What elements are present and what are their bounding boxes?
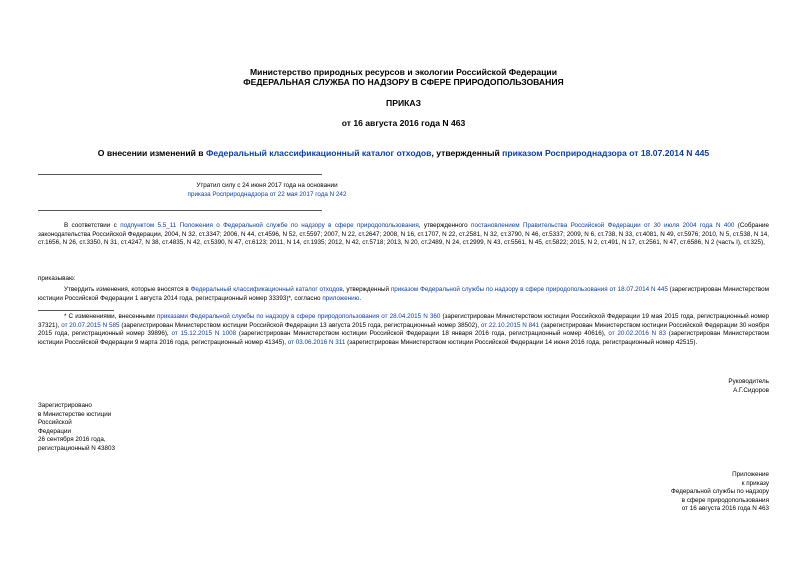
preamble-link-decree[interactable]: постановлением Правительства Российской Федерации от 30 июля 2004 года N 400 (471, 222, 735, 229)
appendix-line-5: от 16 августа 2016 года N 463 (681, 505, 769, 513)
doc-type: ПРИКАЗ (386, 98, 421, 108)
preamble-text-2: , утвержденного (418, 222, 472, 229)
footnote-text-6: (зарегистрирован Министерством юстиции Российской Федерации 9 марта 2016 года, регистрационный номер 41345), (38, 330, 769, 346)
appendix-line-1: Приложение (732, 471, 769, 478)
appendix-line-2: к приказу (741, 479, 769, 487)
footnote-text-3: (зарегистрирован Министерством юстиции Российской Федерации 13 августа 2015 года, регистрационный номер 38502), (119, 321, 481, 329)
title-text-1: О внесении изменений в (97, 148, 206, 158)
preamble-paragraph (38, 222, 769, 248)
preamble-text-3: (Собрание законодательства Российской Федерации, 2004, N 32, ст.3347; 2006, N 44, ст.4596, N 52, ст.5597; 2007, N 22, ст.2647; 2008, N 16, ст.1707, N 22, ст.2581, N 32, ст.3790, N 46, ст.5337; 2009, N 6, ст.738, N 33, ст.4081, N 49, ст.5976; 2010, N 5, ст.538, N 14, ст.1656, N 26, ст.3350, N 31, ст.4247, N 38, ст.4835, N 42, ст.5390, N 47, ст.6123; 2011, N 14, ст.1935; 2012, N 42, ст.5718; 2013, N 20, ст.2489, N 24, ст.2999, N 43, ст.5561, N 45, ст.5822; 2015, N 2, ст.491, N 17, ст.2561, N 47, ст.6586, N 2 (часть I), ст.325), (38, 222, 769, 247)
approve-link-catalog[interactable]: Федеральный классификационный каталог отходов (190, 286, 343, 293)
footnote-paragraph (38, 313, 769, 347)
approve-link-order[interactable]: приказом Федеральной службы по надзору в сфере природопользования от 18.07.2014 N 445 (390, 286, 668, 293)
footnote-text-7: (зарегистрирован Министерством юстиции Российской Федерации 14 июня 2016 года, регистрационный номер 42515). (345, 338, 698, 346)
footnote-text-4: (зарегистрирован Министерством юстиции Российской Федерации 30 ноября 2015 года, регистрационный номер 39896), (38, 321, 770, 338)
approve-text-4: . (359, 294, 362, 302)
footnote-text-5: (зарегистрирован Министерством юстиции Российской Федерации 18 января 2016 года, регистрационный номер 40616), (236, 330, 609, 338)
service-name: ФЕДЕРАЛЬНАЯ СЛУЖБА ПО НАДЗОРУ В СФЕРЕ ПРИРОДОПОЛЬЗОВАНИЯ (243, 77, 564, 87)
signature-role: Руководитель (728, 378, 769, 385)
appendix-block (671, 471, 769, 514)
registration-line-4: Федерации (38, 427, 71, 435)
footnote-link-83[interactable]: от 20.02.2016 N 83 (608, 330, 666, 338)
approve-text-3: (зарегистрирован Министерством юстиции Российской Федерации 1 августа 2014 года, регистрационный номер 33393)*, согласно (38, 286, 769, 302)
doc-title (0, 148, 807, 158)
title-link-catalog[interactable]: Федеральный классификационный каталог отходов (205, 148, 432, 158)
status-note-line: Утратил силу с 24 июня 2017 года на основании (196, 182, 338, 189)
status-note-link[interactable]: приказа Росприроднадзора от 22 мая 2017 года N 242 (187, 190, 347, 198)
footnote-text-1: * С изменениями, внесенными (64, 313, 157, 320)
approve-text-2: , утвержденный (342, 286, 391, 293)
footnote-link-841[interactable]: от 22.10.2015 N 841 (480, 321, 540, 329)
approve-link-appendix[interactable]: приложению (322, 294, 360, 302)
preamble-link-regulation[interactable]: подпунктом 5.5_11 Положения о Федеральной службе по надзору в сфере природопользования (120, 222, 419, 229)
preamble-text-1: В соответствии с (64, 222, 121, 229)
registration-line-6: регистрационный N 43803 (38, 444, 116, 452)
appendix-line-4: в сфере природопользования (681, 496, 769, 504)
doc-date-number: от 16 августа 2016 года N 463 (341, 118, 466, 128)
signature-name: А.Г.Сидоров (733, 386, 769, 394)
footnote-link-1008[interactable]: от 15.12.2015 N 1008 (171, 330, 237, 338)
status-note (38, 182, 496, 199)
registration-line-5: 26 сентября 2016 года, (38, 436, 106, 444)
footnote-link-311[interactable]: от 03.06.2016 N 311 (287, 338, 346, 346)
registration-block (38, 402, 115, 454)
divider-top (38, 174, 322, 175)
appendix-line-3: Федеральной службы по надзору (671, 488, 769, 496)
footnote-divider (38, 310, 114, 311)
signature-block (728, 378, 769, 395)
ministry-name: Министерство природных ресурсов и экологии Российской Федерации (250, 67, 557, 77)
title-link-order[interactable]: приказом Росприроднадзора от 18.07.2014 N 445 (502, 148, 710, 158)
approve-text-1: Утвердить изменения, которые вносятся в (64, 286, 191, 293)
order-word: приказываю: (38, 275, 76, 282)
registration-line-3: Российской (38, 419, 72, 427)
footnote-link-585[interactable]: от 20.07.2015 N 585 (61, 321, 120, 329)
approve-paragraph (38, 286, 769, 303)
divider-bottom (38, 210, 322, 211)
footnote-text-2: (зарегистрирован Министерством юстиции Российской Федерации 19 мая 2015 года, регистрационный номер 37321), (38, 313, 769, 329)
footnote-link-360[interactable]: приказами Федеральной службы по надзору в сфере природопользования от 28.04.2015 N 360 (156, 313, 441, 320)
title-text-2: , утвержденный (431, 148, 503, 158)
registration-line-2: в Министерстве юстиции (38, 410, 112, 418)
registration-line-1: Зарегистрировано (38, 402, 92, 409)
